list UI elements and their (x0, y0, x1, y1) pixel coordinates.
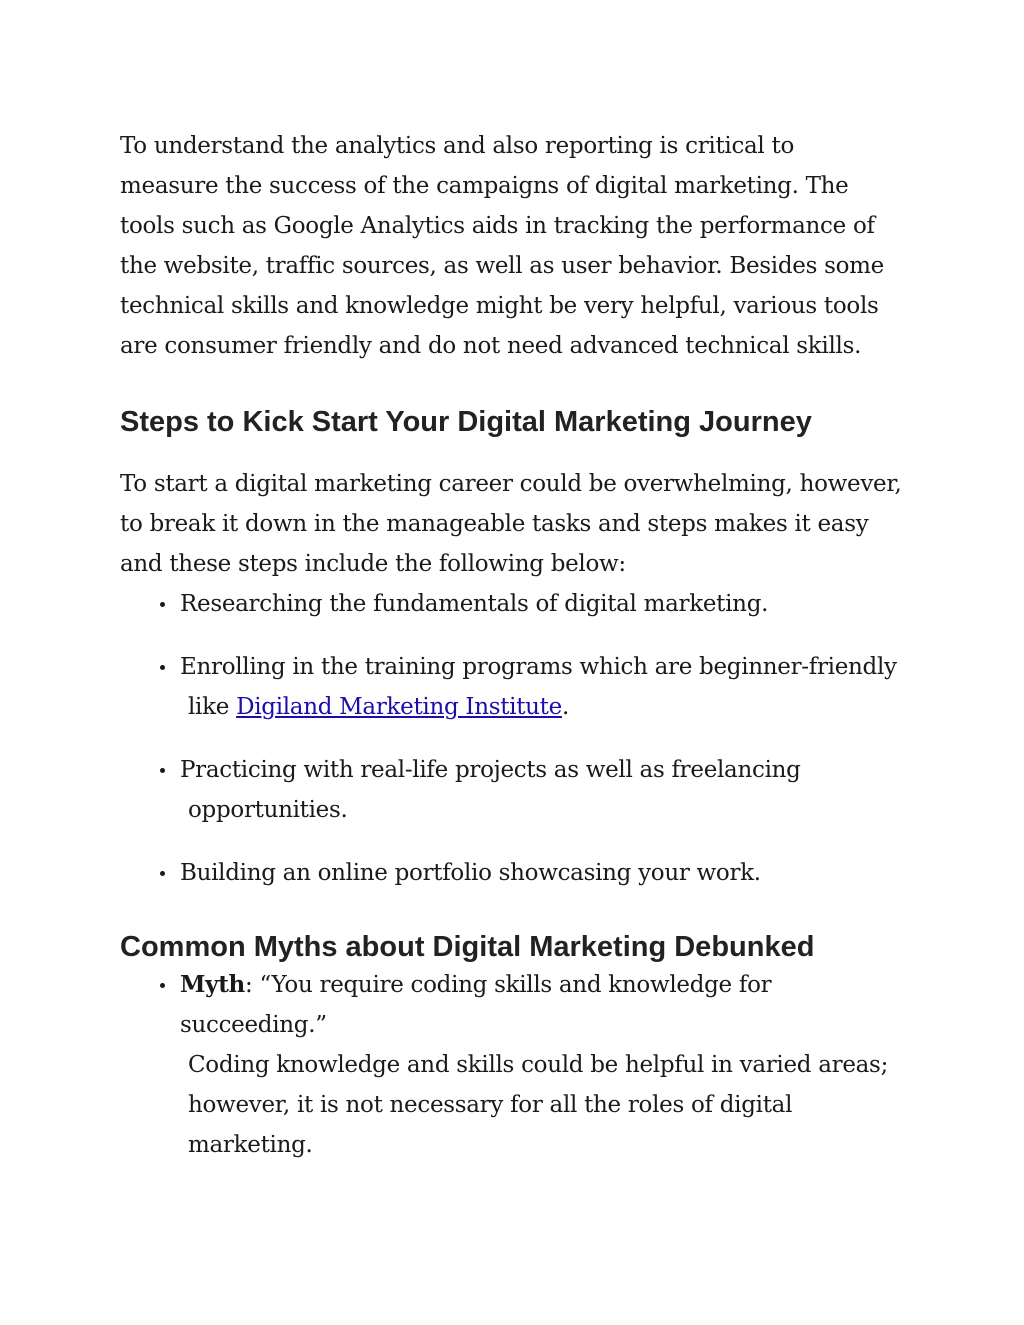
steps-heading: Steps to Kick Start Your Digital Marketing Journey (120, 406, 812, 438)
list-item (120, 965, 920, 1165)
intro-paragraph: To understand the analytics and also reporting is critical to measure the success of the campaigns of digital marketing. The tools such as Google Analytics aids in tracking the performance of the website, traffic sources, as well as user behavior. Besides some technical skills and knowledge might be very helpful, various tools are consumer friendly and do not need advanced technical skills. (120, 133, 884, 359)
myths-heading: Common Myths about Digital Marketing Debunked (120, 931, 815, 963)
steps-list (120, 584, 920, 893)
list-item-text: Building an online portfolio showcasing your work. (180, 860, 761, 886)
list-item (120, 750, 920, 830)
bullet-icon (160, 602, 165, 607)
bullet-icon (160, 871, 165, 876)
bullet-icon (160, 665, 165, 670)
link-prefix-text: like (188, 694, 237, 720)
link-suffix-text: . (561, 694, 569, 720)
list-item (120, 584, 920, 624)
steps-intro-paragraph: To start a digital marketing career could be overwhelming, however, to break it down in the manageable tasks and steps makes it easy and these steps include the following below: (120, 471, 902, 577)
myths-list (120, 965, 920, 1165)
list-item-continuation (180, 687, 920, 727)
list-item-continuation: opportunities. (188, 797, 348, 823)
myth-quote: : “You require coding skills and knowledge for succeeding.” (180, 972, 772, 1038)
list-item (120, 647, 920, 727)
myth-explanation-line: however, it is not necessary for all the roles of digital marketing. (188, 1092, 793, 1158)
digiland-institute-link[interactable]: Digiland Marketing Institute (236, 694, 562, 720)
list-item (120, 853, 920, 893)
bullet-icon (160, 983, 165, 988)
list-item-text: Researching the fundamentals of digital marketing. (180, 591, 769, 617)
myth-explanation-line: Coding knowledge and skills could be helpful in varied areas; (188, 1052, 889, 1078)
myth-label: Myth (180, 971, 245, 998)
list-item-text: Enrolling in the training programs which are beginner-friendly (180, 654, 897, 680)
list-item-text: Practicing with real-life projects as well as freelancing (180, 757, 801, 783)
document-page (120, 126, 920, 1165)
bullet-icon (160, 768, 165, 773)
